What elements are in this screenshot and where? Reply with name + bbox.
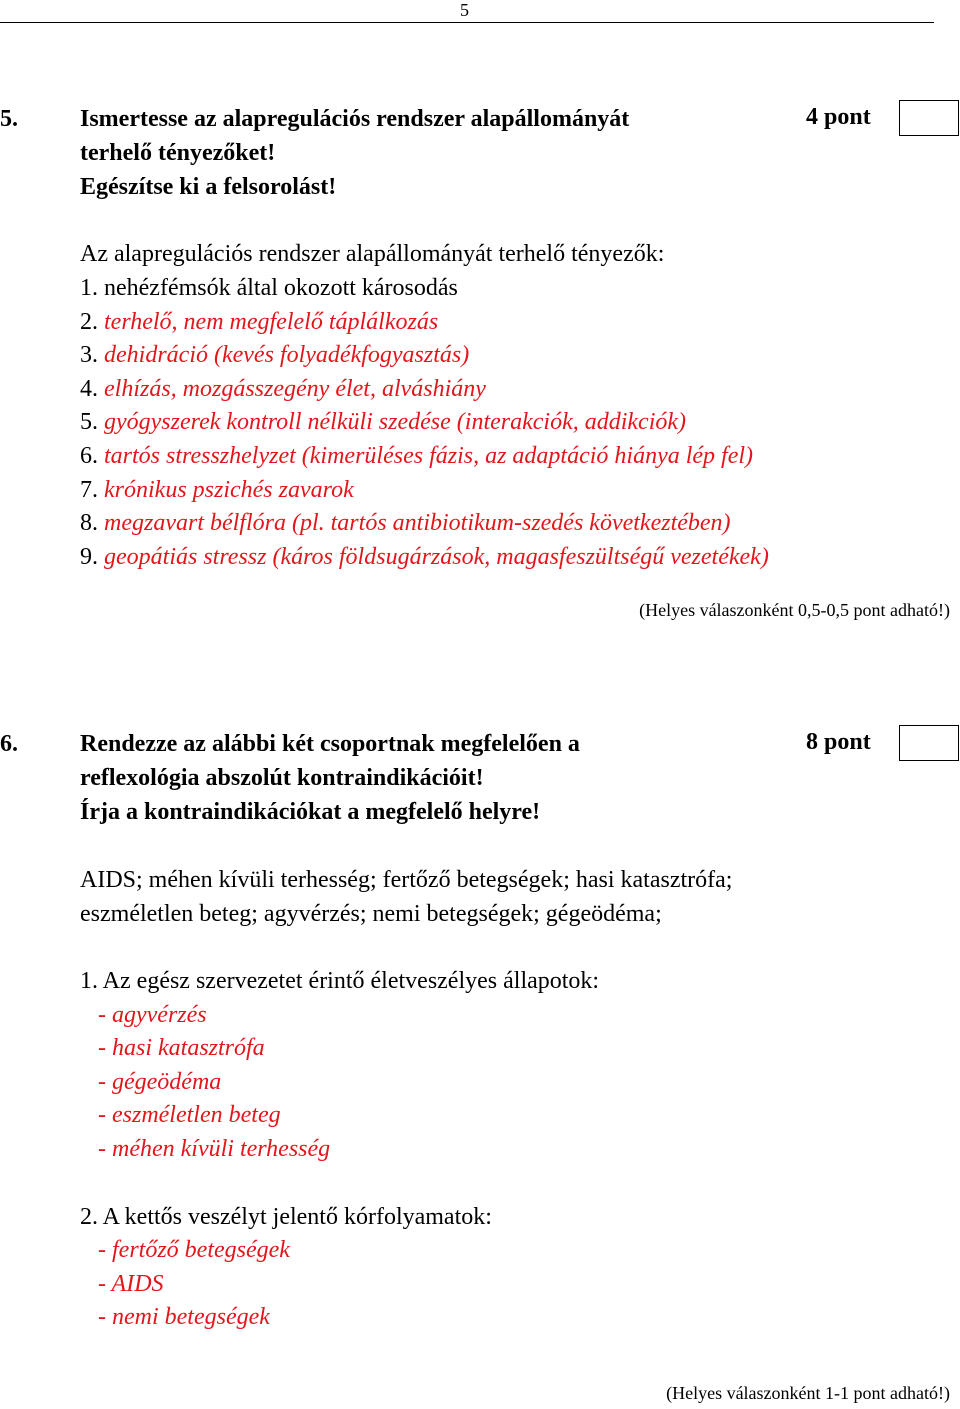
q6-group1-item: - méhen kívüli terhesség	[98, 1136, 331, 1162]
q5-line-3: Egészítse ki a felsorolást!	[80, 174, 337, 200]
q6-score-box[interactable]	[899, 725, 959, 761]
q5-item-text: terhelő, nem megfelelő táplálkozás	[104, 308, 439, 335]
q5-item-text: dehidráció (kevés folyadékfogyasztás)	[104, 342, 470, 369]
q5-item-number: 5.	[80, 409, 98, 436]
q5-item-text: geopátiás stressz (káros földsugárzások, magasfeszültségű vezetékek)	[104, 543, 769, 570]
q5-item-number: 7.	[80, 476, 98, 503]
q6-scoring-note: (Helyes válaszonként 1-1 pont adható!)	[666, 1383, 950, 1403]
q5-line-1: Ismertesse az alapregulációs rendszer alapállományát	[80, 106, 630, 132]
q5-list-item	[80, 474, 354, 508]
q5-item-number: 6.	[80, 443, 98, 469]
q5-score-box[interactable]	[899, 100, 959, 136]
q5-number: 5.	[0, 106, 18, 132]
q5-list-item	[80, 507, 731, 541]
q6-points: 8 pont	[806, 729, 871, 755]
q5-item-number: 4.	[80, 375, 98, 402]
q5-item-number: 1.	[80, 275, 98, 301]
q6-group2-item: - nemi betegségek	[98, 1304, 270, 1330]
q5-list-item	[80, 339, 469, 373]
q5-item-number: 8.	[80, 510, 98, 537]
q5-item-text: elhízás, mozgásszegény élet, alváshiány	[104, 375, 486, 402]
q5-list-item	[80, 272, 458, 306]
q6-line-2: reflexológia abszolút kontraindikációit!	[80, 765, 484, 791]
q6-group2-title: 2. A kettős veszélyt jelentő kórfolyamatok:	[80, 1204, 492, 1230]
q6-group1-item: - agyvérzés	[98, 1002, 207, 1028]
q5-line-2: terhelő tényezőket!	[80, 140, 276, 166]
q5-list-item	[80, 306, 438, 340]
q5-list-item	[80, 440, 753, 474]
page-number: 5	[460, 0, 469, 20]
q5-points: 4 pont	[806, 104, 871, 130]
q6-group1-item: - eszméletlen beteg	[98, 1102, 281, 1128]
q6-number: 6.	[0, 731, 18, 757]
q6-group2-item: - AIDS	[98, 1271, 164, 1297]
q6-line-3: Írja a kontraindikációkat a megfelelő helyre!	[80, 799, 541, 825]
q5-item-number: 2.	[80, 308, 98, 335]
q5-item-text: megzavart bélflóra (pl. tartós antibiotikum-szedés következtében)	[104, 510, 731, 537]
q5-item-text: krónikus pszichés zavarok	[104, 476, 354, 503]
q5-list-item	[80, 373, 486, 407]
q5-item-number: 3.	[80, 342, 98, 369]
q6-group1-title: 1. Az egész szervezetet érintő életveszélyes állapotok:	[80, 968, 600, 994]
q5-item-text: nehézfémsók által okozott károsodás	[104, 275, 458, 301]
header-rule	[0, 22, 934, 23]
q6-word-bank-line-1: AIDS; méhen kívüli terhesség; fertőző betegségek; hasi katasztrófa;	[80, 867, 733, 893]
q6-group1-item: - hasi katasztrófa	[98, 1035, 265, 1061]
q6-word-bank-line-2: eszméletlen beteg; agyvérzés; nemi betegségek; gégeödéma;	[80, 901, 662, 927]
q5-item-text: tartós stresszhelyzet (kimerüléses fázis, az adaptáció hiánya lép fel)	[104, 443, 754, 469]
q5-item-text: gyógyszerek kontroll nélküli szedése (interakciók, addikciók)	[104, 409, 687, 436]
q5-intro: Az alapregulációs rendszer alapállományát terhelő tényezők:	[80, 241, 665, 267]
q5-list-item	[80, 406, 686, 440]
q6-group1-item: - gégeödéma	[98, 1069, 222, 1095]
q6-line-1: Rendezze az alábbi két csoportnak megfelelően a	[80, 731, 580, 757]
q5-list-item	[80, 541, 769, 575]
q5-scoring-note: (Helyes válaszonként 0,5-0,5 pont adható!)	[639, 600, 950, 620]
q6-group2-item: - fertőző betegségek	[98, 1237, 290, 1263]
q5-item-number: 9.	[80, 543, 98, 570]
